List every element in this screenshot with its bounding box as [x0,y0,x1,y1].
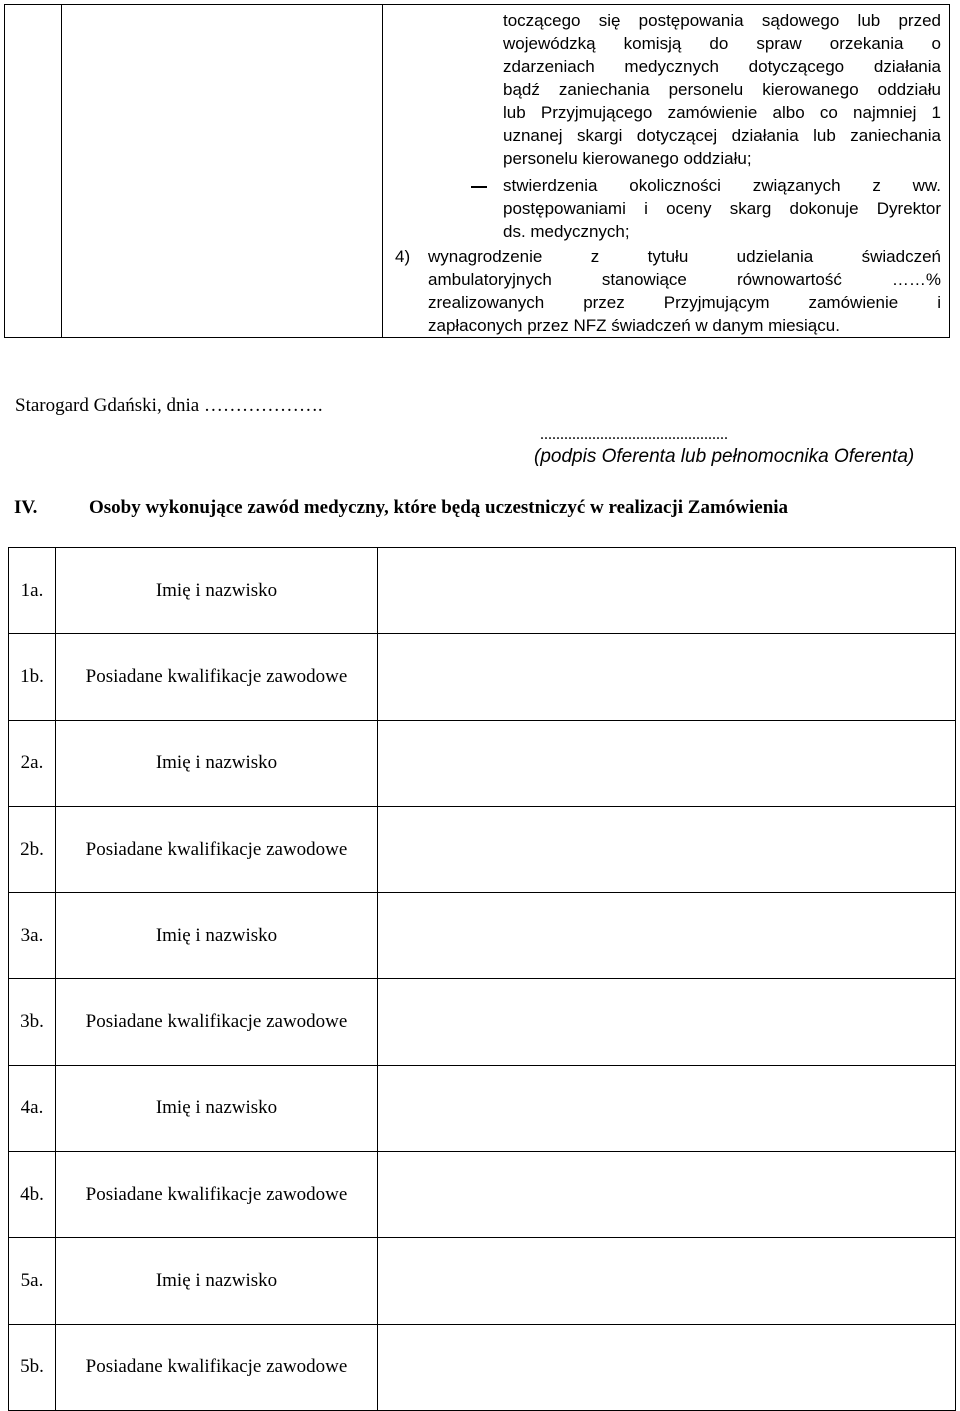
table-row [9,806,956,892]
row-value-field[interactable] [378,634,956,720]
table-row [9,1324,956,1410]
terms-line: stwierdzenia okoliczności związanych z ww. [503,176,941,195]
row-number: 1a. [9,548,56,634]
signature-caption: (podpis Oferenta lub pełnomocnika Oferenta) [534,446,915,467]
row-label: Posiadane kwalifikacje zawodowe [56,979,378,1065]
row-number: 3a. [9,893,56,979]
terms-line: postępowaniami i oceny skarg dokonuje Dyrektor [503,199,941,218]
row-number: 4b. [9,1152,56,1238]
table-row [9,893,956,979]
row-label: Posiadane kwalifikacje zawodowe [56,1324,378,1410]
section-title: Osoby wykonujące zawód medyczny, które będą uczestniczyć w realizacji Zamówienia [89,497,789,518]
staff-table [8,547,956,1411]
row-number: 5a. [9,1238,56,1324]
row-number: 2b. [9,806,56,892]
place-date-line: Starogard Gdański, dnia ………………. [15,395,323,416]
row-number: 4a. [9,1065,56,1151]
item-4-number: 4) [395,247,411,266]
terms-line: lub Przyjmującego zamówienie albo co najmniej 1 [503,103,941,122]
row-value-field[interactable] [378,1324,956,1410]
row-number: 1b. [9,634,56,720]
item-4-line: ambulatoryjnych stanowiące równowartość ……% [428,270,941,289]
terms-line: wojewódzką komisją do spraw orzekania o [503,34,941,53]
row-value-field[interactable] [378,806,956,892]
row-label: Imię i nazwisko [56,893,378,979]
item-4-line: zrealizowanych przez Przyjmującym zamówienie i [428,293,941,312]
row-label: Imię i nazwisko [56,720,378,806]
terms-line: ds. medycznych; [503,222,630,241]
row-value-field[interactable] [378,893,956,979]
terms-table-col-number [5,5,62,337]
table-row [9,1238,956,1324]
row-label: Posiadane kwalifikacje zawodowe [56,1152,378,1238]
row-label: Posiadane kwalifikacje zawodowe [56,634,378,720]
signature-line: ............................................... [540,426,728,443]
row-label: Posiadane kwalifikacje zawodowe [56,806,378,892]
item-4-line: zapłaconych przez NFZ świadczeń w danym miesiącu. [428,316,840,335]
terms-table-col-label [61,5,383,337]
row-label: Imię i nazwisko [56,1238,378,1324]
row-value-field[interactable] [378,720,956,806]
row-value-field[interactable] [378,1065,956,1151]
table-row [9,634,956,720]
row-number: 3b. [9,979,56,1065]
row-label: Imię i nazwisko [56,1065,378,1151]
table-row [9,979,956,1065]
row-number: 2a. [9,720,56,806]
table-row [9,1152,956,1238]
table-row [9,720,956,806]
dash-bullet [471,186,487,188]
terms-table-fragment [4,4,950,338]
row-value-field[interactable] [378,1152,956,1238]
row-label: Imię i nazwisko [56,548,378,634]
row-value-field[interactable] [378,548,956,634]
terms-line: toczącego się postępowania sądowego lub przed [503,11,941,30]
item-4-line: wynagrodzenie z tytułu udzielania świadczeń [428,247,941,266]
row-number: 5b. [9,1324,56,1410]
section-number: IV. [14,497,38,518]
terms-line: personelu kierowanego oddziału; [503,149,752,168]
terms-line: bądź zaniechania personelu kierowanego oddziału [503,80,941,99]
table-row [9,1065,956,1151]
row-value-field[interactable] [378,979,956,1065]
terms-line: zdarzeniach medycznych dotyczącego działania [503,57,941,76]
terms-line: uznanej skargi dotyczącej działania lub zaniechania [503,126,941,145]
table-row [9,548,956,634]
row-value-field[interactable] [378,1238,956,1324]
